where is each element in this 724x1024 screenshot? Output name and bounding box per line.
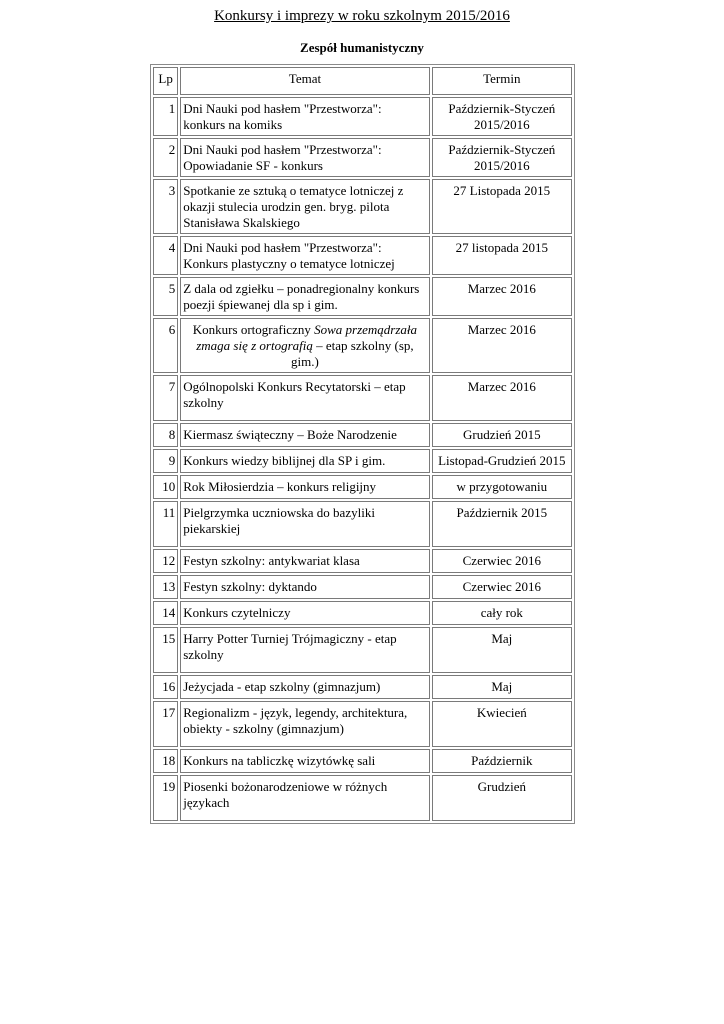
row-temat: Konkurs wiedzy biblijnej dla SP i gim. (180, 449, 429, 473)
table-row (153, 549, 572, 573)
table-row (153, 675, 572, 699)
row-temat: Dni Nauki pod hasłem "Przestworza": Opowiadanie SF - konkurs (180, 138, 429, 177)
row-lp: 10 (153, 475, 178, 499)
table-row (153, 749, 572, 773)
section-subtitle: Zespół humanistyczny (300, 40, 424, 55)
row-termin: Październik-Styczeń 2015/2016 (432, 97, 572, 136)
row-termin: Październik 2015 (432, 501, 572, 547)
row-lp: 1 (153, 97, 178, 136)
header-lp: Lp (153, 67, 178, 95)
row-termin: Maj (432, 627, 572, 673)
row-lp: 8 (153, 423, 178, 447)
row-temat: Festyn szkolny: dyktando (180, 575, 429, 599)
row-temat: Kiermasz świąteczny – Boże Narodzenie (180, 423, 429, 447)
row-termin: Marzec 2016 (432, 318, 572, 373)
row-temat: Festyn szkolny: antykwariat klasa (180, 549, 429, 573)
row-temat: Pielgrzymka uczniowska do bazyliki piekarskiej (180, 501, 429, 547)
row-termin: cały rok (432, 601, 572, 625)
table-row (153, 701, 572, 747)
table-row (153, 375, 572, 421)
row-temat: Konkurs na tabliczkę wizytówkę sali (180, 749, 429, 773)
table-row (153, 449, 572, 473)
row-termin: Marzec 2016 (432, 375, 572, 421)
row-lp: 19 (153, 775, 178, 821)
table-row (153, 97, 572, 136)
header-temat: Temat (180, 67, 429, 95)
table-row (153, 475, 572, 499)
row-termin: Grudzień (432, 775, 572, 821)
header-termin: Termin (432, 67, 572, 95)
row-temat: Ogólnopolski Konkurs Recytatorski – etap szkolny (180, 375, 429, 421)
row-temat: Spotkanie ze sztuką o tematyce lotniczej z okazji stulecia urodzin gen. bryg. pilota Stanisława Skalskiego (180, 179, 429, 234)
row-termin: Maj (432, 675, 572, 699)
row-temat: Dni Nauki pod hasłem "Przestworza": Konkurs plastyczny o tematyce lotniczej (180, 236, 429, 275)
row-termin: Kwiecień (432, 701, 572, 747)
table-row (153, 236, 572, 275)
table-row (153, 627, 572, 673)
table-row (153, 775, 572, 821)
row-temat: Regionalizm - język, legendy, architektura, obiekty - szkolny (gimnazjum) (180, 701, 429, 747)
row-lp: 4 (153, 236, 178, 275)
document-title: Konkursy i imprezy w roku szkolnym 2015/2016 (214, 8, 510, 24)
row-termin: 27 listopada 2015 (432, 236, 572, 275)
temat-italic-title: Sowa przemądrzała zmaga się z ortografią (196, 322, 418, 353)
row-temat: Rok Miłosierdzia – konkurs religijny (180, 475, 429, 499)
row-lp: 18 (153, 749, 178, 773)
table-row (153, 179, 572, 234)
row-lp: 13 (153, 575, 178, 599)
row-termin: w przygotowaniu (432, 475, 572, 499)
row-lp: 11 (153, 501, 178, 547)
row-lp: 2 (153, 138, 178, 177)
row-termin: Październik (432, 749, 572, 773)
table-row (153, 423, 572, 447)
table-row (153, 318, 572, 373)
row-termin: Czerwiec 2016 (432, 575, 572, 599)
row-termin: Czerwiec 2016 (432, 549, 572, 573)
row-lp: 5 (153, 277, 178, 316)
row-temat: Dni Nauki pod hasłem "Przestworza": konkurs na komiks (180, 97, 429, 136)
table-header-row (153, 67, 572, 95)
temat-rest: – etap szkolny (sp, gim.) (291, 338, 414, 369)
row-termin: 27 Listopada 2015 (432, 179, 572, 234)
row-termin: Listopad-Grudzień 2015 (432, 449, 572, 473)
row-termin: Październik-Styczeń 2015/2016 (432, 138, 572, 177)
row-temat: Harry Potter Turniej Trójmagiczny - etap szkolny (180, 627, 429, 673)
row-termin: Grudzień 2015 (432, 423, 572, 447)
table-row (153, 138, 572, 177)
table-row (153, 575, 572, 599)
table-row (153, 601, 572, 625)
row-temat: Z dala od zgiełku – ponadregionalny konkurs poezji śpiewanej dla sp i gim. (180, 277, 429, 316)
table-row (153, 277, 572, 316)
row-lp: 12 (153, 549, 178, 573)
row-lp: 14 (153, 601, 178, 625)
table-row (153, 501, 572, 547)
row-temat (180, 318, 429, 373)
row-temat: Piosenki bożonarodzeniowe w różnych językach (180, 775, 429, 821)
row-lp: 9 (153, 449, 178, 473)
row-lp: 15 (153, 627, 178, 673)
row-lp: 17 (153, 701, 178, 747)
row-lp: 3 (153, 179, 178, 234)
temat-plain: Konkurs ortograficzny (192, 322, 311, 337)
row-lp: 7 (153, 375, 178, 421)
events-table (150, 64, 575, 824)
row-temat: Jeżycjada - etap szkolny (gimnazjum) (180, 675, 429, 699)
row-lp: 16 (153, 675, 178, 699)
row-termin: Marzec 2016 (432, 277, 572, 316)
row-lp: 6 (153, 318, 178, 373)
row-temat: Konkurs czytelniczy (180, 601, 429, 625)
